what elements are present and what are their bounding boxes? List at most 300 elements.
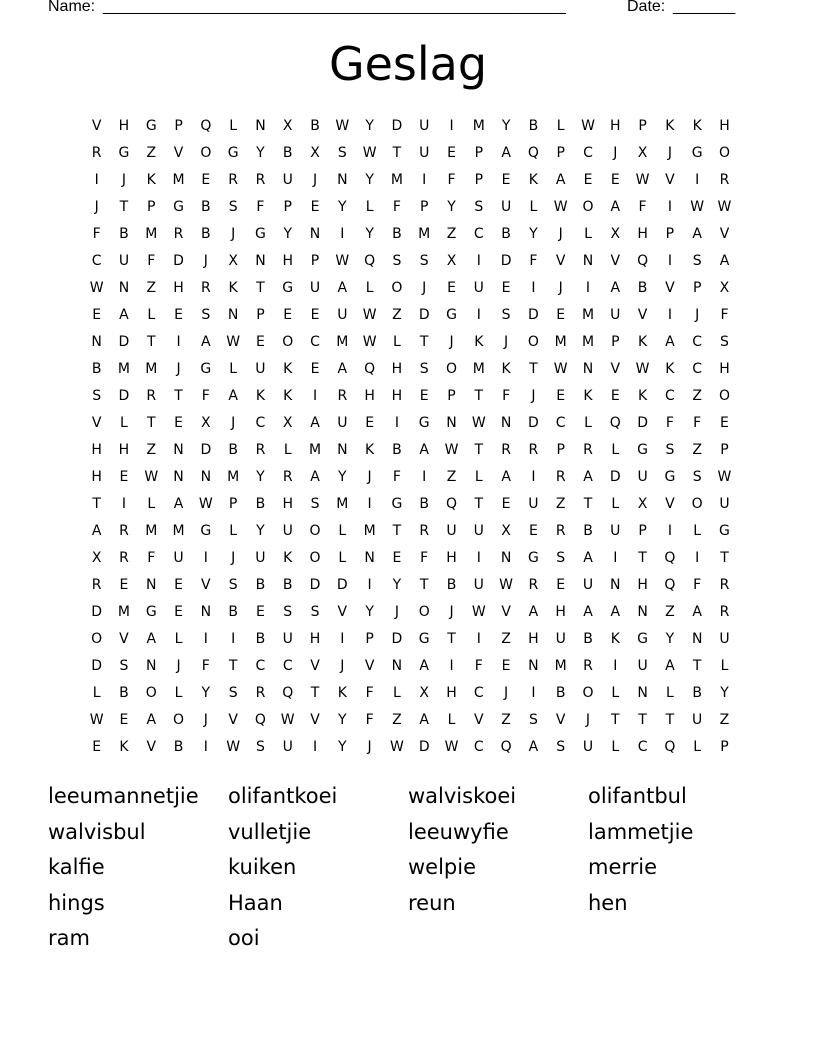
grid-letter: W — [635, 172, 650, 188]
grid-letter: P — [720, 442, 729, 458]
grid-letter: E — [174, 307, 183, 323]
name-date-header — [48, 0, 748, 20]
grid-row — [83, 194, 743, 221]
grid-letter: Z — [146, 442, 157, 458]
grid-letter: U — [282, 523, 293, 539]
grid-letter: Q — [664, 577, 676, 593]
grid-letter: V — [91, 415, 102, 431]
grid-letter: W — [198, 496, 213, 512]
grid-letter: W — [280, 712, 295, 728]
grid-letter: B — [583, 631, 593, 647]
grid-letter: F — [365, 712, 374, 728]
grid-letter: X — [419, 685, 429, 701]
grid-letter: F — [447, 172, 456, 188]
grid-letter: U — [118, 253, 130, 269]
grid-letter: A — [419, 712, 429, 728]
grid-letter: S — [255, 739, 265, 755]
grid-letter: R — [719, 172, 730, 188]
grid-letter: F — [392, 199, 401, 215]
grid-letter: P — [665, 226, 675, 242]
grid-letter: R — [228, 172, 238, 188]
grid-letter: Y — [365, 604, 374, 620]
grid-letter: O — [91, 631, 103, 647]
grid-letter: P — [283, 199, 292, 215]
grid-letter: I — [340, 226, 345, 242]
grid-letter: J — [585, 712, 591, 728]
grid-letter: A — [337, 361, 348, 377]
grid-letter: M — [172, 172, 185, 188]
grid-letter: G — [255, 226, 266, 242]
grid-letter: R — [555, 469, 566, 485]
grid-letter: L — [693, 523, 702, 539]
grid-letter: V — [337, 604, 348, 620]
grid-letter: P — [474, 172, 484, 188]
grid-letter: N — [173, 442, 184, 458]
grid-letter: Q — [664, 739, 676, 755]
grid-letter: B — [228, 604, 238, 620]
grid-letter: N — [255, 118, 266, 134]
grid-letter: P — [147, 199, 156, 215]
grid-letter: T — [256, 280, 265, 296]
word-bank-item: leeumannetjie — [48, 784, 199, 808]
grid-letter: U — [473, 523, 484, 539]
grid-letter: R — [719, 604, 730, 620]
grid-letter: Y — [338, 469, 347, 485]
grid-letter: L — [229, 523, 238, 539]
grid-letter: W — [362, 145, 377, 161]
word-bank — [48, 780, 768, 958]
grid-letter: D — [336, 577, 348, 593]
grid-letter: V — [719, 226, 730, 242]
grid-letter: V — [637, 307, 648, 323]
grid-letter: S — [556, 739, 566, 755]
grid-letter: R — [146, 388, 157, 404]
grid-letter: N — [146, 577, 157, 593]
grid-letter: U — [337, 415, 348, 431]
grid-letter: Y — [529, 226, 538, 242]
grid-letter: E — [119, 469, 129, 485]
grid-letter: C — [91, 253, 102, 269]
grid-letter: H — [282, 253, 293, 269]
grid-letter: H — [446, 685, 457, 701]
grid-row — [83, 302, 743, 329]
grid-letter: A — [692, 604, 702, 620]
grid-letter: Z — [392, 712, 402, 728]
grid-letter: O — [691, 496, 703, 512]
grid-letter: G — [418, 415, 430, 431]
grid-letter: J — [504, 334, 509, 350]
grid-letter: V — [610, 361, 621, 377]
grid-letter: B — [282, 145, 293, 161]
grid-letter: K — [283, 550, 293, 566]
grid-letter: F — [693, 577, 702, 593]
grid-letter: S — [310, 496, 320, 512]
grid-letter: S — [692, 469, 702, 485]
grid-letter: A — [610, 199, 621, 215]
grid-letter: S — [201, 307, 211, 323]
grid-letter: I — [367, 577, 372, 593]
grid-letter: I — [476, 631, 481, 647]
grid-letter: T — [419, 334, 429, 350]
grid-letter: H — [282, 496, 293, 512]
grid-letter: E — [92, 739, 102, 755]
grid-letter: K — [365, 442, 375, 458]
grid-letter: L — [611, 739, 620, 755]
grid-letter: M — [145, 523, 158, 539]
grid-letter: N — [582, 253, 594, 269]
grid-letter: S — [419, 361, 429, 377]
grid-letter: C — [310, 334, 320, 350]
grid-letter: O — [445, 361, 458, 377]
grid-letter: J — [531, 388, 536, 404]
grid-letter: H — [719, 118, 730, 134]
grid-letter: M — [472, 118, 485, 134]
grid-letter: Y — [338, 712, 347, 728]
grid-letter: E — [556, 307, 566, 323]
grid-letter: W — [335, 118, 350, 134]
word-bank-item: merrie — [588, 855, 658, 879]
grid-letter: Q — [664, 550, 676, 566]
grid-letter: R — [419, 523, 430, 539]
grid-letter: V — [119, 631, 129, 647]
grid-letter: P — [638, 118, 647, 134]
grid-letter: G — [391, 496, 403, 512]
grid-letter: F — [201, 658, 210, 674]
grid-letter: V — [665, 172, 675, 188]
grid-letter: T — [310, 685, 320, 701]
grid-letter: L — [92, 685, 101, 701]
grid-letter: A — [146, 712, 157, 728]
grid-letter: A — [173, 496, 184, 512]
grid-letter: P — [474, 145, 484, 161]
grid-letter: R — [528, 442, 539, 458]
grid-letter: W — [553, 199, 568, 215]
grid-letter: L — [611, 685, 620, 701]
grid-letter: D — [173, 253, 184, 269]
grid-letter: I — [476, 550, 481, 566]
grid-letter: Y — [201, 685, 211, 701]
grid-letter: A — [610, 280, 621, 296]
grid-letter: X — [446, 253, 457, 269]
grid-letter: F — [256, 199, 265, 215]
grid-letter: N — [582, 361, 594, 377]
grid-letter: I — [340, 631, 345, 647]
grid-letter: A — [583, 469, 593, 485]
grid-letter: N — [146, 658, 157, 674]
grid-letter: O — [718, 388, 730, 404]
grid-letter: B — [282, 577, 293, 593]
grid-letter: F — [665, 415, 674, 431]
grid-letter: C — [637, 739, 648, 755]
grid-letter: O — [200, 145, 212, 161]
grid-letter: H — [391, 388, 403, 404]
grid-letter: C — [282, 658, 293, 674]
grid-letter: B — [91, 361, 102, 377]
grid-letter: E — [256, 334, 265, 350]
grid-letter: S — [392, 253, 402, 269]
grid-letter: E — [528, 523, 538, 539]
grid-letter: A — [501, 145, 511, 161]
grid-letter: L — [120, 415, 128, 431]
grid-letter: K — [692, 118, 702, 134]
grid-letter: D — [118, 388, 130, 404]
grid-letter: R — [255, 442, 266, 458]
grid-letter: L — [611, 496, 620, 512]
grid-letter: E — [174, 415, 183, 431]
grid-letter: T — [692, 658, 702, 674]
grid-letter: M — [390, 172, 403, 188]
grid-letter: N — [637, 604, 648, 620]
grid-letter: T — [174, 388, 183, 404]
grid-letter: H — [118, 118, 130, 134]
grid-row — [83, 680, 743, 707]
grid-letter: J — [367, 739, 372, 755]
grid-letter: B — [310, 118, 320, 134]
grid-letter: J — [312, 172, 318, 188]
grid-row — [83, 383, 743, 410]
grid-letter: H — [364, 388, 375, 404]
grid-letter: L — [665, 685, 674, 701]
grid-letter: U — [692, 712, 703, 728]
grid-letter: U — [419, 118, 430, 134]
grid-row — [83, 518, 743, 545]
grid-letter: X — [501, 523, 511, 539]
grid-row — [83, 140, 743, 167]
grid-letter: Z — [692, 442, 702, 458]
grid-letter: K — [119, 739, 129, 755]
grid-letter: G — [418, 631, 430, 647]
grid-letter: J — [231, 550, 236, 566]
grid-letter: C — [555, 415, 566, 431]
grid-letter: I — [367, 496, 372, 512]
grid-letter: A — [528, 604, 539, 620]
grid-letter: E — [556, 577, 566, 593]
grid-letter: H — [555, 604, 566, 620]
grid-letter: I — [667, 307, 672, 323]
grid-letter: E — [720, 415, 729, 431]
grid-letter: N — [364, 550, 375, 566]
grid-letter: L — [174, 631, 183, 647]
grid-letter: D — [609, 469, 621, 485]
grid-letter: H — [91, 442, 102, 458]
grid-letter: I — [476, 253, 481, 269]
grid-letter: N — [227, 307, 239, 323]
grid-letter: P — [611, 334, 620, 350]
grid-letter: R — [501, 442, 511, 458]
grid-letter: B — [255, 631, 266, 647]
grid-letter: S — [692, 253, 702, 269]
grid-letter: L — [556, 118, 565, 134]
grid-letter: S — [337, 145, 347, 161]
grid-letter: N — [173, 469, 184, 485]
grid-letter: D — [500, 253, 512, 269]
grid-letter: W — [717, 199, 732, 215]
grid-letter: G — [145, 604, 157, 620]
grid-letter: Y — [338, 739, 347, 755]
grid-letter: S — [474, 199, 484, 215]
grid-letter: B — [419, 496, 430, 512]
grid-letter: X — [282, 118, 293, 134]
letter-grid — [83, 113, 743, 761]
grid-letter: Q — [527, 145, 539, 161]
grid-letter: M — [117, 604, 130, 620]
grid-row — [83, 248, 743, 275]
word-bank-item: Haan — [228, 890, 283, 915]
grid-letter: H — [610, 118, 621, 134]
grid-letter: E — [119, 712, 129, 728]
grid-letter: K — [228, 280, 238, 296]
grid-letter: C — [692, 361, 703, 377]
grid-letter: F — [502, 388, 511, 404]
grid-letter: U — [282, 739, 293, 755]
grid-letter: U — [582, 739, 594, 755]
grid-letter: N — [500, 550, 512, 566]
grid-letter: N — [691, 631, 703, 647]
grid-letter: K — [637, 334, 648, 350]
grid-letter: B — [255, 577, 266, 593]
grid-letter: A — [555, 172, 566, 188]
grid-letter: E — [119, 577, 129, 593]
grid-letter: N — [446, 415, 457, 431]
grid-letter: W — [226, 739, 241, 755]
grid-letter: U — [309, 280, 321, 296]
grid-letter: X — [91, 550, 102, 566]
name-label: Name: — [48, 0, 96, 15]
grid-letter: L — [365, 199, 374, 215]
grid-letter: C — [692, 334, 703, 350]
grid-letter: V — [610, 253, 621, 269]
grid-letter: V — [310, 658, 320, 674]
grid-letter: L — [529, 199, 538, 215]
grid-letter: Y — [720, 685, 729, 701]
grid-letter: P — [256, 307, 265, 323]
grid-letter: C — [664, 388, 675, 404]
grid-letter: M — [418, 226, 431, 242]
grid-letter: G — [719, 523, 730, 539]
grid-letter: I — [231, 631, 236, 647]
grid-letter: E — [310, 361, 320, 377]
grid-letter: K — [337, 685, 347, 701]
grid-letter: Y — [501, 118, 511, 134]
grid-letter: U — [719, 631, 730, 647]
word-bank-item: kalfie — [48, 855, 105, 879]
grid-letter: A — [91, 523, 102, 539]
grid-letter: I — [667, 253, 672, 269]
grid-letter: J — [94, 199, 99, 215]
grid-letter: T — [146, 334, 156, 350]
grid-letter: R — [173, 226, 184, 242]
grid-letter: B — [555, 685, 566, 701]
grid-letter: H — [391, 361, 403, 377]
date-blank-line: _______ — [673, 0, 736, 15]
word-bank-item: lammetjie — [588, 819, 694, 844]
grid-letter: Y — [256, 523, 265, 539]
grid-letter: H — [637, 577, 648, 593]
grid-letter: E — [501, 496, 511, 512]
grid-letter: W — [362, 334, 377, 350]
grid-letter: S — [92, 388, 102, 404]
grid-letter: F — [147, 253, 156, 269]
grid-letter: E — [310, 199, 320, 215]
grid-letter: I — [613, 550, 618, 566]
grid-letter: L — [393, 334, 401, 350]
grid-letter: N — [500, 415, 512, 431]
grid-letter: E — [201, 172, 211, 188]
grid-letter: S — [501, 307, 511, 323]
word-bank-item: reun — [408, 890, 456, 915]
grid-letter: M — [554, 658, 567, 674]
grid-letter: W — [144, 469, 159, 485]
grid-letter: R — [200, 280, 211, 296]
grid-letter: E — [610, 388, 620, 404]
grid-letter: A — [692, 226, 702, 242]
grid-letter: Q — [445, 496, 458, 512]
grid-letter: F — [693, 415, 702, 431]
grid-letter: E — [583, 172, 593, 188]
date-label: Date: — [627, 0, 666, 15]
grid-letter: S — [228, 685, 238, 701]
grid-letter: X — [637, 496, 648, 512]
grid-letter: T — [92, 496, 101, 512]
grid-letter: A — [310, 415, 320, 431]
grid-letter: I — [531, 685, 536, 701]
grid-letter: F — [92, 226, 101, 242]
grid-letter: J — [176, 361, 181, 377]
grid-letter: Z — [501, 631, 511, 647]
grid-letter: Q — [500, 739, 512, 755]
grid-letter: U — [173, 550, 184, 566]
grid-letter: S — [310, 604, 320, 620]
grid-letter: Y — [447, 199, 456, 215]
grid-letter: C — [255, 658, 266, 674]
grid-letter: J — [422, 280, 427, 296]
grid-letter: N — [255, 253, 266, 269]
grid-letter: X — [310, 145, 320, 161]
grid-letter: K — [283, 361, 293, 377]
grid-letter: P — [228, 496, 238, 512]
grid-letter: D — [118, 334, 130, 350]
grid-letter: B — [255, 496, 266, 512]
grid-letter: U — [419, 145, 430, 161]
grid-letter: L — [365, 280, 374, 296]
grid-letter: U — [255, 550, 266, 566]
grid-letter: Z — [692, 388, 702, 404]
grid-letter: E — [283, 307, 293, 323]
grid-letter: L — [174, 685, 183, 701]
grid-letter: I — [422, 172, 427, 188]
grid-letter: K — [528, 172, 538, 188]
grid-row — [83, 734, 743, 761]
grid-letter: R — [719, 577, 730, 593]
grid-letter: P — [174, 118, 183, 134]
grid-row — [83, 437, 743, 464]
grid-letter: V — [555, 712, 566, 728]
grid-letter: G — [282, 280, 294, 296]
grid-letter: J — [231, 415, 236, 431]
word-bank-item: olifantkoei — [228, 784, 338, 808]
grid-letter: C — [473, 226, 484, 242]
grid-letter: F — [392, 469, 401, 485]
grid-letter: K — [610, 631, 620, 647]
grid-letter: M — [554, 334, 567, 350]
grid-letter: B — [528, 118, 539, 134]
grid-letter: I — [585, 280, 591, 296]
grid-row — [83, 410, 743, 437]
grid-letter: M — [336, 334, 349, 350]
word-bank-item: hings — [48, 890, 105, 915]
grid-letter: U — [255, 361, 266, 377]
grid-letter: A — [119, 307, 129, 323]
